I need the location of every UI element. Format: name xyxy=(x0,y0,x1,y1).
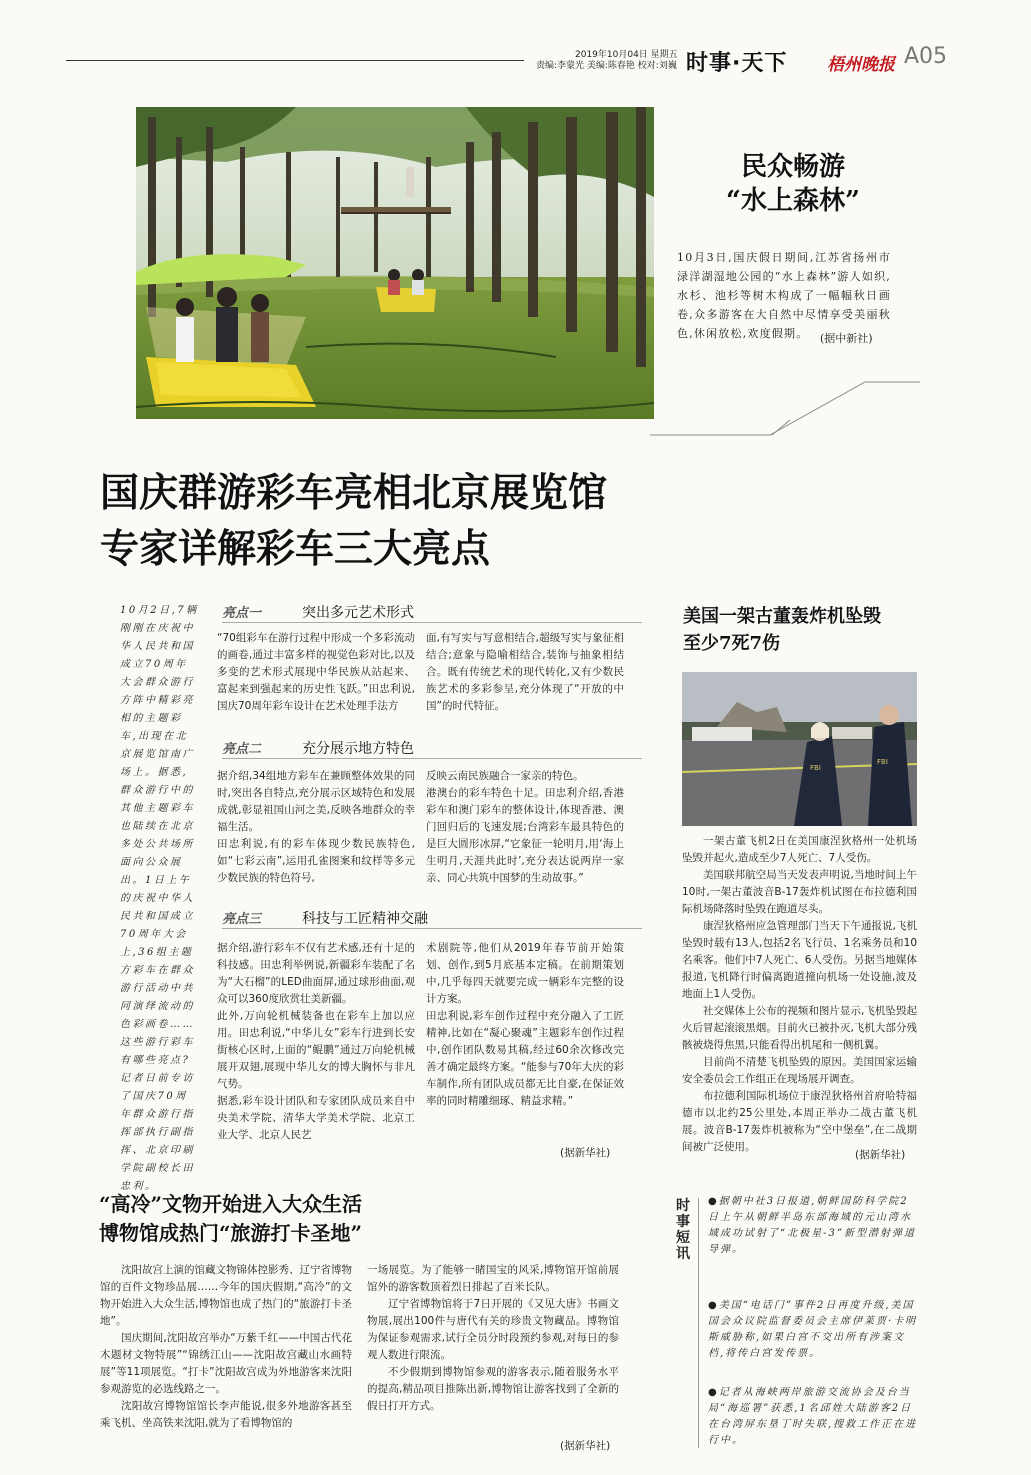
paragraph: 港澳台的彩车特色十足。田忠利介绍,香港彩车和澳门彩车的整体设计,体现香港、澳门回归后的飞速发展;台湾彩车最具特色的是巨大圆形冰屏,“它象征一轮明月,用‘海上生明月,天涯共此时’,充分表达说两岸一家亲、同心共筑中国梦的生动故事。” xyxy=(426,787,624,884)
museum-headline-line1: “高冷”文物开始进入大众生活 xyxy=(99,1192,363,1216)
paragraph: 辽宁省博物馆将于7日开展的《又见大唐》书画文物展,展出100件与唐代有关的珍贵文物藏品。博物馆为保证参观需求,试行全员分时段预约参观,对每日的参观人数进行限流。 xyxy=(367,1298,619,1361)
header-date: 2019年10月04日 星期五 xyxy=(575,50,678,60)
feature-photo-title xyxy=(668,150,918,218)
decorative-lines xyxy=(650,380,920,440)
museum-headline xyxy=(99,1190,362,1248)
main-headline-line1: 国庆群游彩车亮相北京展览馆 xyxy=(100,471,608,516)
water-forest-photo xyxy=(136,107,654,419)
paragraph: 田忠利说,有的彩车体现少数民族特色,如“七彩云南”,运用孔雀图案和纹样等多元少数民族的特色符号, xyxy=(217,838,415,884)
paragraph: 一架古董飞机2日在美国康涅狄格州一处机场坠毁并起火,造成至少7人死亡、7人受伤。 xyxy=(682,835,917,864)
museum-col-right xyxy=(367,1262,619,1415)
brief-item: ●据朝中社3日报道,朝鲜国防科学院2日上午从朝鲜半岛东部海域的元山湾水域成功试射了“北极星-3”新型潜射弹道导弹。 xyxy=(708,1196,916,1255)
feature-title-line1: 民众畅游 xyxy=(740,152,845,182)
brief-item: ●记者从海峡两岸旅游交流协会及台当局“海巡署”获悉,1名邱姓大陆游客2日在台湾屏东垦丁时失联,搜救工作正在进行中。 xyxy=(708,1387,918,1446)
paragraph: 反映云南民族融合一家亲的特色。 xyxy=(426,770,584,782)
paragraph: 此外,万向轮机械装备也在彩车上加以应用。田忠利说,“中华儿女”彩车行进到长安街核心区时,上面的“鲲鹏”通过万向轮机械展开双翅,展现中华儿女的博大胸怀与非凡气势。 xyxy=(217,1010,415,1090)
section-3-col-right xyxy=(426,940,624,1110)
subhead-1 xyxy=(222,601,642,623)
museum-headline-line2: 博物馆成热门“旅游打卡圣地” xyxy=(99,1221,363,1245)
bomber-crash-headline xyxy=(683,603,881,657)
brief-text: 据朝中社3日报道,朝鲜国防科学院2日上午从朝鲜半岛东部海域的元山湾水域成功试射了“北极星-3”新型潜射弹道导弹。 xyxy=(708,1196,916,1255)
section-2-col-right xyxy=(426,768,624,887)
svg-text:FBI: FBI xyxy=(877,758,888,766)
paragraph: 据介绍,游行彩车不仅有艺术感,还有十足的科技感。田忠利举例说,新疆彩车装配了名为“大石榴”的LED曲面屏,通过球形曲面,观众可以360度欣赏壮美新疆。 xyxy=(217,942,415,1005)
page-number: A05 xyxy=(904,44,948,69)
subhead-3 xyxy=(222,907,642,929)
paragraph: 社交媒体上公布的视频和图片显示,飞机坠毁起火后冒起滚滚黑烟。目前火已被扑灭,飞机大部分残骸被烧得焦黑,只能看得出机尾和一侧机翼。 xyxy=(682,1005,917,1051)
crash-site-photo xyxy=(682,672,917,826)
brief-text: 美国“电话门”事件2日再度升级,美国国会众议院监督委员会主席伊莱贾·卡明斯威胁称,如果白宫不交出所有涉案文档,将传白宫发传票。 xyxy=(708,1300,918,1359)
paragraph: 沈阳故宫博物馆馆长李声能说,很多外地游客甚至乘飞机、坐高铁来沈阳,就为了看博物馆的 xyxy=(100,1400,352,1429)
subhead-1-title: 突出多元艺术形式 xyxy=(302,605,414,621)
paragraph: 康涅狄格州应急管理部门当天下午通报说,飞机坠毁时载有13人,包括2名飞行员、1名乘务员和10名乘客。他们中7人死亡、6人受伤。另据当地媒体报道,飞机降行时偏离跑道撞向机场一处设施,波及地面上1人受伤。 xyxy=(682,920,917,1000)
paragraph: 田忠利说,彩车创作过程中充分融入了工匠精神,比如在“凝心聚魂”主题彩车创作过程中,创作团队数易其稿,经过60余次修改完善才确定最终方案。“能参与70年大庆的彩车制作,所有团队成员都无比自豪,在保证效率的同时精雕细琢、精益求精。” xyxy=(426,1010,624,1107)
museum-col-left xyxy=(100,1262,352,1432)
brief-text: 记者从海峡两岸旅游交流协会及台当局“海巡署”获悉,1名邱姓大陆游客2日在台湾屏东垦丁时失联,搜救工作正在进行中。 xyxy=(708,1387,918,1446)
section-1-col-right: 面,有写实与写意相结合,超级写实与象征相结合;意象与隐喻相结合,装饰与抽象相结合。既有传统艺术的现代转化,又有少数民族艺术的多彩参呈,充分体现了“开放的中国”的时代特征。 xyxy=(426,632,624,712)
newspaper-logo: 梧州晚报 xyxy=(827,55,895,75)
section-title: 时事·天下 xyxy=(686,51,788,76)
header-staff: 责编:李蒙光 美编:陈春艳 校对:刘巍 xyxy=(536,61,677,71)
subhead-3-label: 亮点三 xyxy=(222,912,262,927)
subhead-3-title: 科技与工匠精神交融 xyxy=(302,911,428,927)
paragraph: 据介绍,34组地方彩车在兼顾整体效果的同时,突出各自特点,充分展示区域特色和发展成就,彰显祖国山河之美,反映各地群众的幸福生活。 xyxy=(217,770,415,833)
bomber-crash-body xyxy=(682,833,917,1156)
paragraph: 国庆期间,沈阳故宫举办“万紫千红——中国古代花木题材文物特展”“锦绣江山——沈阳故宫藏山水画特展”等11项展览。“打卡”沈阳故宫成为外地游客来沈阳参观游览的必选线路之一。 xyxy=(100,1332,352,1395)
subhead-2-title: 充分展示地方特色 xyxy=(302,741,414,757)
subhead-1-label: 亮点一 xyxy=(222,606,262,621)
paragraph: 不少假期到博物馆参观的游客表示,随着服务水平的提高,精品项目推陈出新,博物馆让游客找到了全新的假日打开方式。 xyxy=(367,1366,619,1412)
section-3-col-left xyxy=(217,940,415,1144)
main-headline-line2: 专家详解彩车三大亮点 xyxy=(100,527,491,572)
feature-photo-caption: 10月3日,国庆假日期间,江苏省扬州市渌洋湖湿地公园的“水上森林”游人如织,水杉、池杉等树木构成了一幅幅秋日画卷,众多游客在大自然中尽情享受美丽秋色,休闲放松,欢度假期。 xyxy=(677,251,891,340)
section-2-col-left xyxy=(217,768,415,887)
paragraph: 美国联邦航空局当天发表声明说,当地时间上午10时,一架古董波音B-17轰炸机试图在布拉德利国际机场降落时坠毁在跑道尽头。 xyxy=(682,869,917,915)
briefs-rule xyxy=(698,1198,699,1448)
paragraph: 术剧院等,他们从2019年春节前开始策划、创作,到5月底基本定稿。在前期策划中,几乎每四天就要完成一辆彩车完整的设计方案。 xyxy=(426,942,624,1005)
subhead-2-rule xyxy=(222,758,642,759)
main-headline xyxy=(100,466,607,578)
bomber-headline-line1: 美国一架古董轰炸机坠毁 xyxy=(683,606,881,627)
paragraph: 沈阳故宫上演的馆藏文物锦体控影秀、辽宁省博物馆的百件文物珍品展……今年的国庆假期,“高冷”的文物开始进入大众生活,博物馆也成了热门的“旅游打卡圣地”。 xyxy=(100,1264,352,1327)
museum-source: (据新华社) xyxy=(560,1440,611,1452)
section-1-col-left: “70组彩车在游行过程中形成一个多彩流动的画卷,通过丰富多样的视觉色彩对比,以及多变的艺术形式展现中华民族从站起来、富起来到强起来的历史性飞跃。”田忠利说,国庆70周年彩车设计在艺术处理手法方 xyxy=(217,632,415,712)
main-article-source: (据新华社) xyxy=(560,1147,611,1159)
paragraph: 目前尚不清楚飞机坠毁的原因。美国国家运输安全委员会工作组正在现场展开调查。 xyxy=(682,1056,917,1085)
subhead-2-label: 亮点二 xyxy=(222,742,262,757)
briefs-label: 时事短讯 xyxy=(676,1198,690,1262)
paragraph: 据悉,彩车设计团队和专家团队成员来自中央美术学院、清华大学美术学院、北京工业大学、北京人民艺 xyxy=(217,1095,415,1141)
bomber-source: (据新华社) xyxy=(855,1149,906,1161)
svg-text:FBI: FBI xyxy=(810,764,821,772)
header-rule xyxy=(66,60,524,61)
subhead-3-rule xyxy=(222,928,642,929)
feature-photo-source: (据中新社) xyxy=(820,332,873,345)
paragraph: 布拉德利国际机场位于康涅狄格州首府哈特福德市以北约25公里处,本周正举办二战古董飞机展。波音B-17轰炸机被称为“空中堡垒”,在二战期间被广泛使用。 xyxy=(682,1090,917,1153)
paragraph: 一场展览。为了能够一睹国宝的风采,博物馆开馆前展馆外的游客数顶着烈日排起了百米长队。 xyxy=(367,1264,619,1293)
main-article-intro: 10月2日,7辆刚刚在庆祝中华人民共和国成立70周年大会群众游行方阵中精彩亮相的主题彩车,出现在北京展览馆南广场上。据悉,群众游行中的其他主题彩车也陆续在北京多处公共场所面向公众展出。1日上午的庆祝中华人民共和国成立70周年大会上,36组主题方彩车在群众游行活动中共同演绎流动的色彩画卷……这些游行彩车有哪些亮点?记者日前专访了国庆70周年群众游行指挥部执行副指挥、北京印刷学院副校长田忠利。 xyxy=(120,605,199,1192)
bomber-headline-line2: 至少7死7伤 xyxy=(683,633,781,654)
brief-item: ●美国“电话门”事件2日再度升级,美国国会众议院监督委员会主席伊莱贾·卡明斯威胁称,如果白宫不交出所有涉案文档,将传白宫发传票。 xyxy=(708,1300,918,1359)
subhead-1-rule xyxy=(222,622,642,623)
feature-title-line2: “水上森林” xyxy=(726,186,860,216)
subhead-2 xyxy=(222,737,642,759)
